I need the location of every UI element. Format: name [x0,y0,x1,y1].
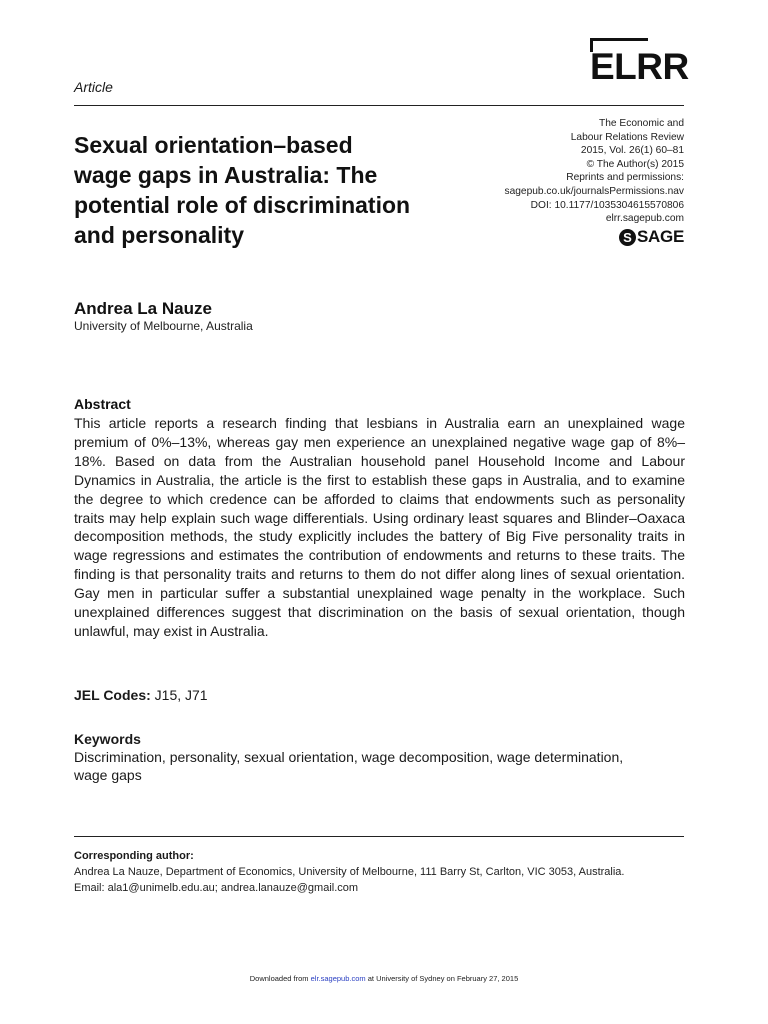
title-line: and personality [74,222,244,248]
keywords-heading: Keywords [74,731,141,747]
corresponding-author-details [74,865,684,896]
journal-name-line: The Economic and [599,118,684,129]
title-line: wage gaps in Australia: The [74,162,378,188]
jel-label: JEL Codes: [74,687,151,703]
author-affiliation: University of Melbourne, Australia [74,319,253,333]
journal-url[interactable]: elrr.sagepub.com [605,213,684,225]
footer-suffix: at University of Sydney on February 27, 2015 [365,974,519,983]
corresponding-email[interactable]: Email: ala1@unimelb.edu.au; andrea.lanauze@gmail.com [74,881,359,894]
publisher-name: SAGE [637,227,684,246]
footer-link[interactable]: elr.sagepub.com [310,974,366,983]
article-type-label: Article [74,79,113,95]
jel-codes [74,687,208,703]
abstract-heading: Abstract [74,396,131,412]
article-title [74,130,504,250]
header-divider [74,105,684,106]
download-footer [0,974,768,983]
journal-logo-text: ELRR [590,46,689,87]
corresponding-address: Andrea La Nauze, Department of Economics, University of Melbourne, 111 Barry St, Carlton, VIC 3053, Australia. [74,866,625,878]
author-name: Andrea La Nauze [74,299,212,318]
volume-info: 2015, Vol. 26(1) 60–81 [580,145,684,157]
jel-value: J15, J71 [154,687,208,703]
keywords-text: Discrimination, personality, sexual orientation, wage decomposition, wage determination, wage gaps [74,749,624,783]
copyright: © The Author(s) 2015 [586,158,684,170]
journal-name-line: Labour Relations Review [570,131,684,143]
doi[interactable]: DOI: 10.1177/1035304615570806 [530,199,684,211]
footer-prefix: Downloaded from [249,974,311,983]
title-line: potential role of discrimination [74,192,411,218]
title-line: Sexual orientation–based [74,132,353,158]
publisher-logo [619,227,684,247]
corresponding-author-heading: Corresponding author: [74,850,194,862]
journal-logo [588,38,689,87]
sage-symbol-icon: S [619,229,636,246]
footnote-divider [74,836,684,837]
publication-info [504,117,684,226]
permissions-label: Reprints and permissions: [566,172,684,184]
abstract-text: This article reports a research finding that lesbians in Australia earn an unexplained wage premium of 0%–13%, whereas gay men experience an unexplained negative wage gap of 8%–18%. Based on data from the Australian household panel Household Income and Labour Dynamics in Australia, the article is the first to establish these gaps in Australia, and to examine the degree to which credence can be afforded to claims that endowments such as personality traits may help explain such wage differentials. Using ordinary least squares and Blinder–Oaxaca decomposition methods, the study explicitly includes the battery of Big Five personality traits in wage regressions and estimates the contribution of endowments and returns to these traits. The finding is that personality traits and returns to them do not differ along lines of sexual orientation. Gay men in particular suffer a substantial unexplained wage penalty in the workplace. Such unexplained differences suggest that discrimination on the basis of sexual orientation, though unlawful, may exist in Australia. [74,415,685,639]
permissions-link[interactable]: sagepub.co.uk/journalsPermissions.nav [504,185,684,197]
